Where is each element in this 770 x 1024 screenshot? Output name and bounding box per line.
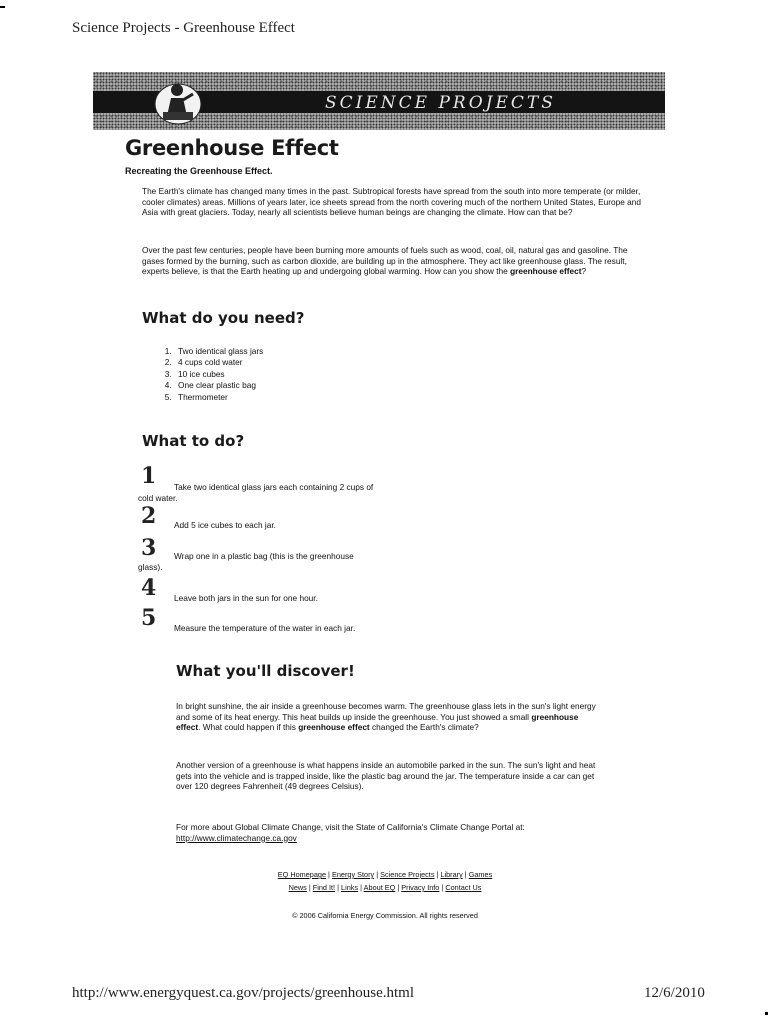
list-item: 3. 10 ice cubes: [174, 369, 434, 380]
step-text: Wrap one in a plastic bag (this is the greenhouse glass).: [138, 551, 354, 572]
step-text: Take two identical glass jars each containing 2 cups of cold water.: [138, 482, 374, 503]
need-heading: What do you need?: [142, 309, 305, 327]
intro-end: ?: [581, 266, 587, 277]
edge-mark: [765, 1012, 768, 1015]
discover-text: In bright sunshine, the air inside a greenhouse becomes warm. The greenhouse glass lets in the sun's light energy and some of its heat energy. This heat builds up inside the greenhouse. You just showed a small: [176, 701, 596, 722]
list-item: 5. Thermometer: [174, 392, 434, 403]
link-eq-homepage[interactable]: EQ Homepage: [277, 870, 327, 879]
step-number: 4: [141, 575, 157, 601]
link-privacy-info[interactable]: Privacy Info: [401, 883, 440, 892]
step-text: Leave both jars in the sun for one hour.: [174, 593, 318, 603]
science-projects-banner: [93, 72, 665, 130]
discover-paragraph-3: [176, 822, 596, 843]
step-5: [138, 605, 398, 647]
todo-heading: What to do?: [142, 432, 245, 450]
intro-bold-term: greenhouse effect: [510, 266, 582, 277]
copyright-notice: © 2006 California Energy Commission. All rights reserved: [292, 911, 478, 920]
step-number: 2: [141, 503, 157, 529]
link-library[interactable]: Library: [440, 870, 463, 879]
step-3: [138, 535, 398, 577]
link-find-it[interactable]: Find It!: [312, 883, 336, 892]
link-news[interactable]: News: [288, 883, 307, 892]
discover-paragraph-1: [176, 701, 596, 733]
step-4: [138, 575, 398, 607]
discover-bold-term: greenhouse effect: [176, 711, 579, 733]
link-games[interactable]: Games: [468, 870, 493, 879]
discover-text: . What could happen if this: [198, 722, 299, 733]
step-number: 5: [141, 605, 157, 631]
page-title: Greenhouse Effect: [125, 136, 339, 160]
discover-paragraph-2: Another version of a greenhouse is what happens inside an automobile parked in the sun. The sun's light and heat gets into the vehicle and is trapped inside, like the plastic bag around the jar. The temperature inside a car can get over 120 degrees Fahrenheit (49 degrees Celsius).: [176, 760, 596, 792]
link-links[interactable]: Links: [341, 883, 359, 892]
step-1: [138, 463, 398, 505]
print-footer-date: 12/6/2010: [644, 985, 705, 1001]
scientist-figure-icon: [153, 74, 203, 126]
intro-paragraph-2: [142, 245, 642, 277]
list-item: 1. Two identical glass jars: [174, 346, 434, 357]
discover-heading: What you'll discover!: [176, 662, 355, 680]
materials-list: [154, 346, 434, 403]
intro-paragraph-1: The Earth's climate has changed many times in the past. Subtropical forests have spread from the south into more temperate (or milder, cooler climates) areas. Millions of years later, ice sheets spread from the north covering much of the northern United States, Europe and Asia with great glaciers. Today, nearly all scientists believe human beings are changing the climate. How can that be?: [142, 186, 641, 218]
discover-text: changed the Earth's climate?: [369, 722, 479, 733]
intro-text: Over the past few centuries, people have been burning more amounts of fuels such as wood, coal, oil, natural gas and gasoline. The gases formed by the burning, such as carbon dioxide, are building up in the atmosphere. They act like greenhouse glass. The result, experts believe, is that the Earth heating up and undergoing global warming. How can you show the: [142, 245, 628, 277]
step-number: 3: [141, 535, 157, 561]
footer-nav-row-1: EQ Homepage | Energy Story | Science Projects | Library | Games: [277, 870, 493, 879]
link-energy-story[interactable]: Energy Story: [331, 870, 375, 879]
print-footer-url: http://www.energyquest.ca.gov/projects/greenhouse.html: [72, 985, 415, 1001]
step-number: 1: [141, 463, 157, 489]
page-subtitle: Recreating the Greenhouse Effect.: [125, 166, 273, 176]
link-about-eq[interactable]: About EQ: [363, 883, 396, 892]
print-header: Science Projects - Greenhouse Effect: [72, 20, 295, 36]
list-item: 2. 4 cups cold water: [174, 357, 434, 368]
link-contact-us[interactable]: Contact Us: [445, 883, 482, 892]
edge-mark: [0, 6, 5, 8]
link-science-projects[interactable]: Science Projects: [380, 870, 435, 879]
list-item: 4. One clear plastic bag: [174, 380, 434, 391]
climate-portal-link[interactable]: http://www.climatechange.ca.gov: [176, 832, 297, 843]
step-2: [138, 503, 398, 533]
banner-title: SCIENCE PROJECTS: [325, 93, 556, 113]
step-text: Add 5 ice cubes to each jar.: [174, 520, 276, 530]
discover-bold-term: greenhouse effect: [298, 722, 370, 733]
climate-portal-text: For more about Global Climate Change, visit the State of California's Climate Change Portal at:: [176, 822, 525, 832]
step-text: Measure the temperature of the water in each jar.: [174, 623, 356, 633]
footer-nav-row-2: News | Find It! | Links | About EQ | Privacy Info | Contact Us: [288, 883, 482, 892]
